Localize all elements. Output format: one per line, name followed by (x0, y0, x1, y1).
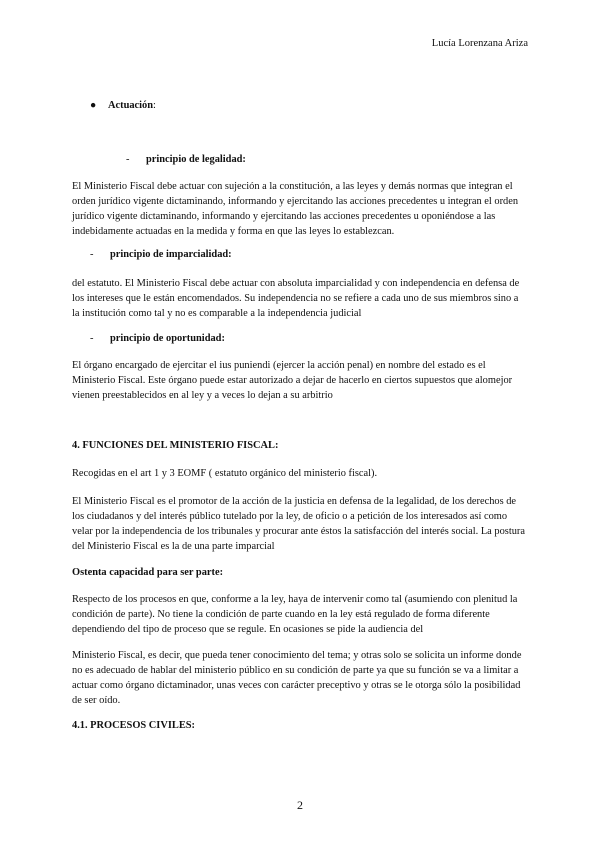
dash-marker: - (126, 154, 130, 165)
page-number: 2 (297, 798, 303, 812)
imparcialidad-heading (90, 249, 232, 260)
section-4-paragraph-2: El Ministerio Fiscal es el promotor de la acción de la justicia en defensa de la legalidad, de los derechos de los ciudadanos y del interés público tutelado por la ley, de oficio o a petición de los interesados así como velar por la independencia de los tribunales y procurar ante éstos la satisfacción del interés social. La postura del Ministerio Fiscal es la de una parte imparcial (72, 496, 525, 552)
dash-marker: - (90, 333, 94, 344)
section-4-subheading: Ostenta capacidad para ser parte: (72, 567, 224, 578)
dash-marker: - (90, 249, 94, 260)
legalidad-paragraph: El Ministerio Fiscal debe actuar con sujeción a la constitución, a las leyes y demás normas que integran el orden jurídico vigente dictaminando, informando y ejercitando las acciones precedentes u integran el orden jurídico vigente dictaminando, informando y ejercitando las acciones precedentes u oponiéndose a las indebidamente actuadas en la medida y forma en que las leyes lo establezcan. (72, 181, 519, 237)
section-4-paragraph-1: Recogidas en el art 1 y 3 EOMF ( estatuto orgánico del ministerio fiscal). (72, 468, 378, 479)
bullet-icon: ● (90, 100, 97, 111)
section-4-heading: 4. FUNCIONES DEL MINISTERIO FISCAL: (72, 440, 279, 451)
section-4-1-heading: 4.1. PROCESOS CIVILES: (72, 720, 195, 731)
legalidad-heading (126, 154, 246, 165)
legalidad-title: principio de legalidad: (146, 154, 246, 165)
actuacion-suffix: : (153, 100, 156, 111)
header-author: Lucía Lorenzana Ariza (431, 38, 528, 49)
oportunidad-title: principio de oportunidad: (110, 333, 225, 344)
oportunidad-heading (90, 333, 225, 344)
oportunidad-paragraph: El órgano encargado de ejercitar el ius puniendi (ejercer la acción penal) en nombre del estado es el Ministerio Fiscal. Este órgano puede estar autorizado a dejar de hacerlo en ciertos supuestos que alomejor vienen preestablecidos en al ley y a veces lo dejan a su arbitrio (72, 360, 513, 401)
actuacion-item (90, 100, 156, 111)
imparcialidad-title: principio de imparcialidad: (110, 249, 232, 260)
section-4-paragraph-3: Respecto de los procesos en que, conforme a la ley, haya de intervenir como tal (asumiendo con plenitud la condición de parte). No tiene la condición de parte cuando en la ley está regulado de forma diferente dependiendo del tipo de proceso que se regule. En ocasiones se pide la audiencia del (72, 594, 518, 635)
imparcialidad-paragraph: del estatuto. El Ministerio Fiscal debe actuar con absoluta imparcialidad y con independencia en defensa de los intereses que le están encomendados. Su independencia no se refiere a cada uno de sus miembros sino a la institución como tal y no es comparable a la independencia judicial (72, 278, 520, 319)
actuacion-label: Actuación (108, 100, 154, 111)
section-4-paragraph-4: Ministerio Fiscal, es decir, que pueda tener conocimiento del tema; y otras solo se solicita un informe donde no es adecuado de hablar del ministerio público en su condición de parte ya que su función se va a limitar a actuar como órgano dictaminador, unas veces con carácter preceptivo y otras se le otorga sólo la posibilidad de ser oído. (72, 650, 522, 706)
